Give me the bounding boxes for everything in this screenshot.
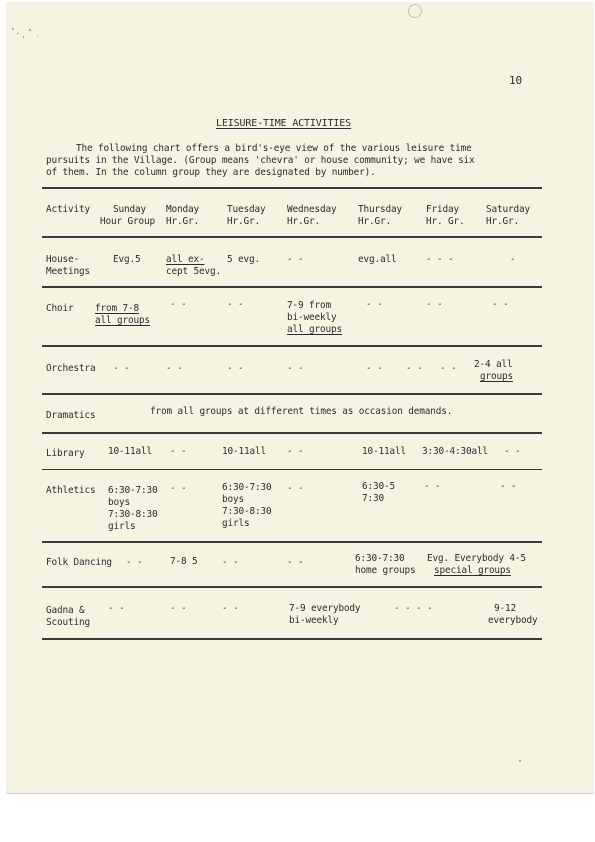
row-label: Dramatics [46, 410, 96, 421]
header-saturday: Saturday [486, 204, 530, 215]
header-friday: Friday [426, 204, 459, 215]
table-rule [42, 432, 542, 434]
intro-line: of them. In the column group they are designated by number). [46, 167, 376, 178]
cell-dash: - - [366, 363, 383, 374]
cell-monday: - - [170, 446, 187, 457]
row-label: Library [46, 448, 85, 459]
table-rule [42, 187, 542, 189]
table-rule [42, 469, 542, 470]
cell-dash: - - [287, 363, 304, 374]
cell-friday: - - - [426, 254, 454, 265]
header-sunday-sub: Hour Group [100, 216, 155, 227]
cell-wednesday: all groups [287, 324, 342, 335]
scan-speck [37, 35, 38, 36]
row-label: Athletics [46, 485, 96, 496]
table-rule [42, 286, 542, 288]
cell-wednesday: - - [287, 446, 304, 457]
cell-wednesday: 7-9 from [287, 300, 331, 311]
cell-tuesday: - - [227, 299, 244, 310]
row-label: Choir [46, 303, 74, 314]
page-edge [6, 793, 594, 794]
cell-wednesday: bi-weekly [289, 615, 339, 626]
table-rule [42, 393, 542, 395]
cell-saturday: - - [492, 299, 509, 310]
cell-dash: - - [227, 363, 244, 374]
cell-monday: - - [170, 483, 187, 494]
cell-wednesday: bi-weekly [287, 312, 337, 323]
cell-friday: 3:30-4:30all [422, 446, 488, 457]
header-thursday-sub: Hr.Gr. [358, 216, 391, 227]
header-thursday: Thursday [358, 204, 402, 215]
row-label: Scouting [46, 617, 90, 628]
cell-wednesday: - - [287, 254, 304, 265]
cell-sunday: 7:30-8:30 [108, 509, 158, 520]
cell-wednesday: 7-9 everybody [289, 603, 361, 614]
row-label: Gadna & [46, 605, 85, 616]
row-label: Meetings [46, 266, 90, 277]
cell-tuesday: 6:30-7:30 [222, 482, 272, 493]
header-tuesday-sub: Hr.Gr. [227, 216, 260, 227]
cell-sunday: all groups [95, 315, 150, 326]
cell-thursday: 6:30-5 [362, 481, 395, 492]
header-monday-sub: Hr.Gr. [166, 216, 199, 227]
cell-sunday: girls [108, 521, 136, 532]
cell-saturday: - [510, 254, 516, 265]
header-wednesday: Wednesday [287, 204, 337, 215]
header-tuesday: Tuesday [227, 204, 266, 215]
cell-saturday: 9-12 [494, 603, 516, 614]
cell-tuesday: girls [222, 518, 250, 529]
table-rule [42, 236, 542, 238]
cell-friday: - - [424, 481, 441, 492]
cell-thursday: 10-11all [362, 446, 406, 457]
cell-friday: - - [426, 299, 443, 310]
scan-speck [23, 36, 24, 38]
cell-saturday: everybody [488, 615, 538, 626]
scan-speck [17, 33, 19, 34]
cell-thursday: evg.all [358, 254, 397, 265]
table-rule [42, 586, 542, 588]
cell-sunday: boys [108, 497, 130, 508]
cell-sunday: from 7-8 [95, 303, 139, 314]
cell-thursday: - - [366, 299, 383, 310]
header-wednesday-sub: Hr.Gr. [287, 216, 320, 227]
cell-thursday: 7:30 [362, 493, 384, 504]
cell-sunday: - - [108, 603, 125, 614]
table-rule [42, 638, 542, 640]
cell-monday: cept 5evg. [166, 266, 221, 277]
intro-line: pursuits in the Village. (Group means 'chevra' or house community; we have six [46, 155, 475, 166]
cell-thursday: 6:30-7:30 [355, 553, 405, 564]
cell-tuesday: - - [222, 603, 239, 614]
cell-tuesday: boys [222, 494, 244, 505]
header-monday: Monday [166, 204, 199, 215]
cell-saturday: 2-4 all [474, 359, 513, 370]
cell-dramatics: from all groups at different times as occasion demands. [150, 406, 453, 417]
cell-tuesday: - - [222, 557, 239, 568]
cell-thursday: - - - - [394, 603, 433, 614]
cell-sunday: Evg.5 [113, 254, 141, 265]
scan-speck [12, 28, 14, 30]
cell-saturday: - - [504, 446, 521, 457]
row-label: House- [46, 254, 79, 265]
cell-sunday: 6:30-7:30 [108, 485, 158, 496]
row-label: Folk Dancing [46, 557, 112, 568]
header-activity: Activity [46, 204, 90, 215]
cell-sunday: 10-11all [108, 446, 152, 457]
cell-tuesday: 5 evg. [227, 254, 260, 265]
cell-thursday: home groups [355, 565, 416, 576]
cell-dash: - - [406, 363, 423, 374]
cell-tuesday: 7:30-8:30 [222, 506, 272, 517]
cell-saturday: special groups [434, 565, 511, 576]
page-number: 10 [509, 74, 522, 87]
cell-monday: - - [170, 603, 187, 614]
cell-dash: - - [113, 363, 130, 374]
row-label: Orchestra [46, 363, 96, 374]
page-title: LEISURE-TIME ACTIVITIES [216, 118, 352, 129]
cell-monday: - - [170, 299, 187, 310]
cell-sunday: - - [126, 557, 143, 568]
scan-speck [519, 760, 521, 762]
cell-saturday: groups [480, 371, 513, 382]
scan-speck [29, 29, 31, 31]
cell-monday: all ex- [166, 254, 205, 265]
header-sunday: Sunday [113, 204, 146, 215]
intro-line: The following chart offers a bird's-eye view of the various leisure time [76, 143, 472, 154]
table-rule [42, 345, 542, 347]
scan-mark [408, 4, 422, 18]
cell-friday: Evg. Everybody 4-5 [427, 553, 526, 564]
cell-wednesday: - - [287, 557, 304, 568]
cell-tuesday: 10-11all [222, 446, 266, 457]
table-rule [42, 541, 542, 543]
cell-saturday: - - [500, 481, 517, 492]
cell-dash: - - [166, 363, 183, 374]
cell-dash: - - [440, 363, 457, 374]
header-saturday-sub: Hr.Gr. [486, 216, 519, 227]
cell-monday: 7-8 5 [170, 556, 198, 567]
header-friday-sub: Hr. Gr. [426, 216, 465, 227]
cell-wednesday: - - [287, 483, 304, 494]
